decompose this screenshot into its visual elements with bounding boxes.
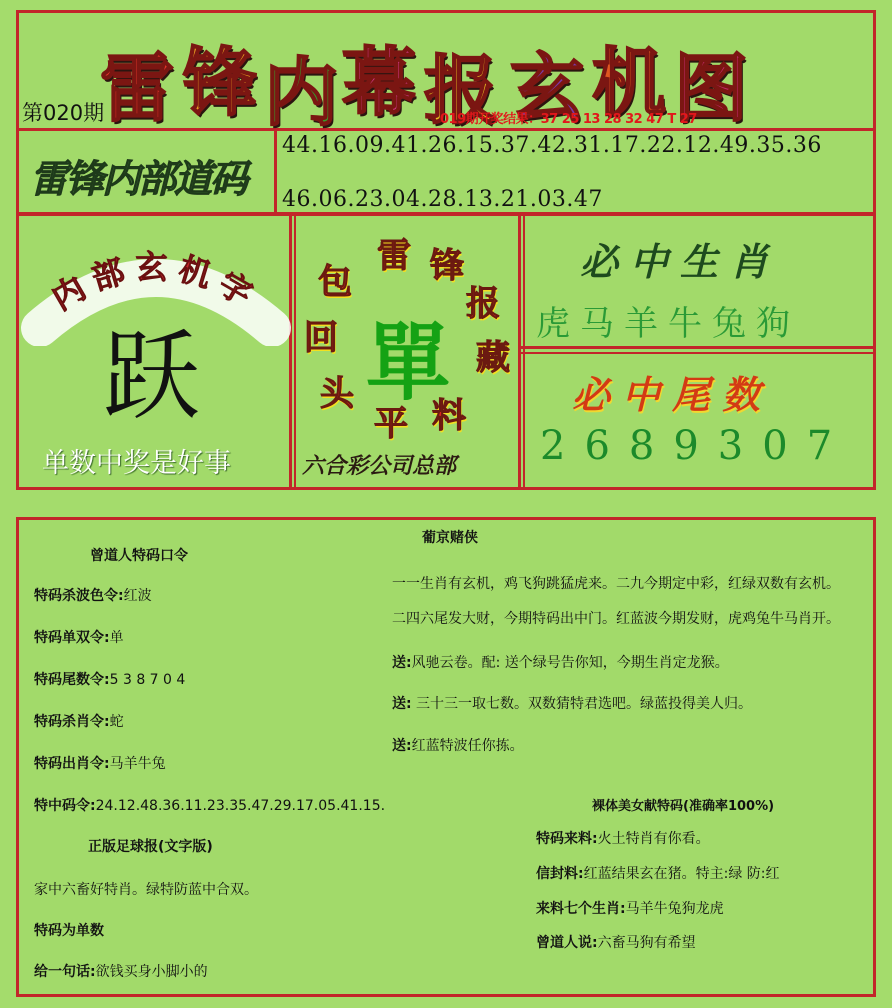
- command-label: 特码尾数令:: [34, 672, 110, 688]
- ring-char: 雷: [377, 236, 411, 276]
- command-value: 单: [109, 630, 124, 646]
- command-row: [34, 585, 152, 605]
- send-row: [392, 652, 729, 672]
- send-label: 送:: [392, 655, 412, 671]
- send-value: 红蓝特波任你拣。: [411, 738, 524, 754]
- title-char: 雷: [100, 46, 174, 132]
- ring-char: 平: [374, 404, 408, 444]
- command-value: 24.12.48.36.11.23.35.47.29.17.05.41.15.: [95, 798, 386, 814]
- ring-char: 锋: [430, 246, 464, 286]
- left-caption: 单数中奖是好事: [42, 448, 231, 479]
- title-char: 报: [424, 48, 498, 134]
- send-label: 送:: [392, 696, 412, 712]
- command-row: [34, 627, 124, 647]
- beauty-label: 信封料:: [536, 866, 584, 882]
- divider-numbers: [18, 212, 874, 216]
- tail-title: 必中尾数: [572, 372, 773, 417]
- phrase-row: [34, 961, 208, 981]
- beauty-label: 来料七个生肖:: [536, 901, 626, 917]
- football-title: 正版足球报(文字版): [88, 839, 213, 855]
- pujing-title: 葡京赌侠: [422, 530, 478, 546]
- internal-code-label: 雷锋内部道码: [30, 156, 247, 201]
- beauty-value: 红蓝结果玄在猪。特主:绿 防:红: [583, 866, 780, 882]
- command-value: 5 3 8 7 0 4: [109, 672, 186, 688]
- title-char: 玄: [510, 46, 584, 132]
- command-label: 特中码令:: [34, 798, 96, 814]
- poem-line: 一一生肖有玄机，鸡飞狗跳猛虎来。二九今期定中彩，红绿双数有玄机。: [392, 576, 840, 592]
- command-value: 马羊牛兔: [109, 756, 166, 772]
- ring-char: 回: [304, 318, 338, 358]
- beauty-value: 六畜马狗有希望: [597, 935, 696, 951]
- beauty-label: 特码来料:: [536, 831, 598, 847]
- zodiac-list: 虎马羊牛兔狗: [536, 304, 800, 344]
- football-line: 家中六畜好特肖。绿特防蓝中合双。: [34, 882, 258, 898]
- poem-line: 二四六尾发大财，今期特码出中门。红蓝波今期发财，虎鸡兔牛马肖开。: [392, 611, 840, 627]
- tail-numbers: 2689307: [540, 423, 852, 469]
- center-caption: 六合彩公司总部: [302, 453, 457, 479]
- command-row: [34, 753, 166, 773]
- ring-char: 包: [318, 262, 352, 302]
- issue-number: 第020期: [22, 101, 105, 125]
- zodiac-title: 必中生肖: [580, 239, 781, 284]
- title-char: 机: [592, 40, 666, 126]
- arc-title-text: 内部玄机字: [45, 248, 267, 318]
- beauty-value: 火土特肖有你看。: [597, 831, 710, 847]
- internal-numbers-line2: 46.06.23.04.28.13.21.03.47: [282, 187, 603, 212]
- command-label: 特码出肖令:: [34, 756, 110, 772]
- beauty-row: [536, 932, 696, 952]
- divider-right-mid: [521, 346, 874, 349]
- ring-char: 头: [320, 374, 354, 414]
- ring-char: 报: [466, 284, 500, 324]
- beauty-label: 曾道人说:: [536, 935, 598, 951]
- command-label: 特码杀波色令:: [34, 588, 124, 604]
- divider-col1b: [294, 216, 296, 488]
- odd-line: 特码为单数: [34, 923, 104, 939]
- beauty-row: [536, 863, 780, 883]
- ring-char: 料: [432, 396, 466, 436]
- left-section-title: 曾道人特码口令: [90, 548, 188, 564]
- send-label: 送:: [392, 738, 412, 754]
- title-char: 内: [264, 50, 338, 136]
- command-row: [34, 669, 185, 689]
- title-char: 幕: [342, 40, 416, 126]
- phrase-value: 欲钱买身小脚小的: [95, 964, 208, 980]
- command-row: [34, 711, 124, 731]
- send-value: 三十三一取七数。双数猜特君选吧。绿蓝投得美人归。: [411, 696, 753, 712]
- send-value: 风驰云卷。配: 送个绿号告你知，今期生肖定龙猴。: [411, 655, 729, 671]
- divider-right-mid2: [521, 352, 874, 354]
- title-char: 锋: [183, 40, 257, 126]
- beauty-value: 马羊牛兔狗龙虎: [625, 901, 724, 917]
- ring-char: 藏: [476, 338, 510, 378]
- command-value: 红波: [123, 588, 152, 604]
- title-char: 图: [674, 46, 748, 132]
- send-row: [392, 735, 524, 755]
- mystery-character: 跃: [102, 320, 201, 434]
- internal-numbers-line1: 44.16.09.41.26.15.37.42.31.17.22.12.49.35.36: [282, 133, 822, 158]
- previous-result: 019期开奖结果：37 25 13 28 32 47 T 27: [440, 112, 697, 127]
- send-row: [392, 693, 752, 713]
- phrase-label: 给一句话:: [34, 964, 96, 980]
- center-character: 單: [366, 314, 451, 412]
- divider-numbers-left: [274, 131, 277, 213]
- beauty-row: [536, 898, 724, 918]
- beauty-row: [536, 828, 710, 848]
- command-value: 蛇: [109, 714, 124, 730]
- command-row: [34, 795, 385, 815]
- command-label: 特码杀肖令:: [34, 714, 110, 730]
- beauty-title: 裸体美女献特码(准确率100%): [592, 799, 775, 814]
- command-label: 特码单双令:: [34, 630, 110, 646]
